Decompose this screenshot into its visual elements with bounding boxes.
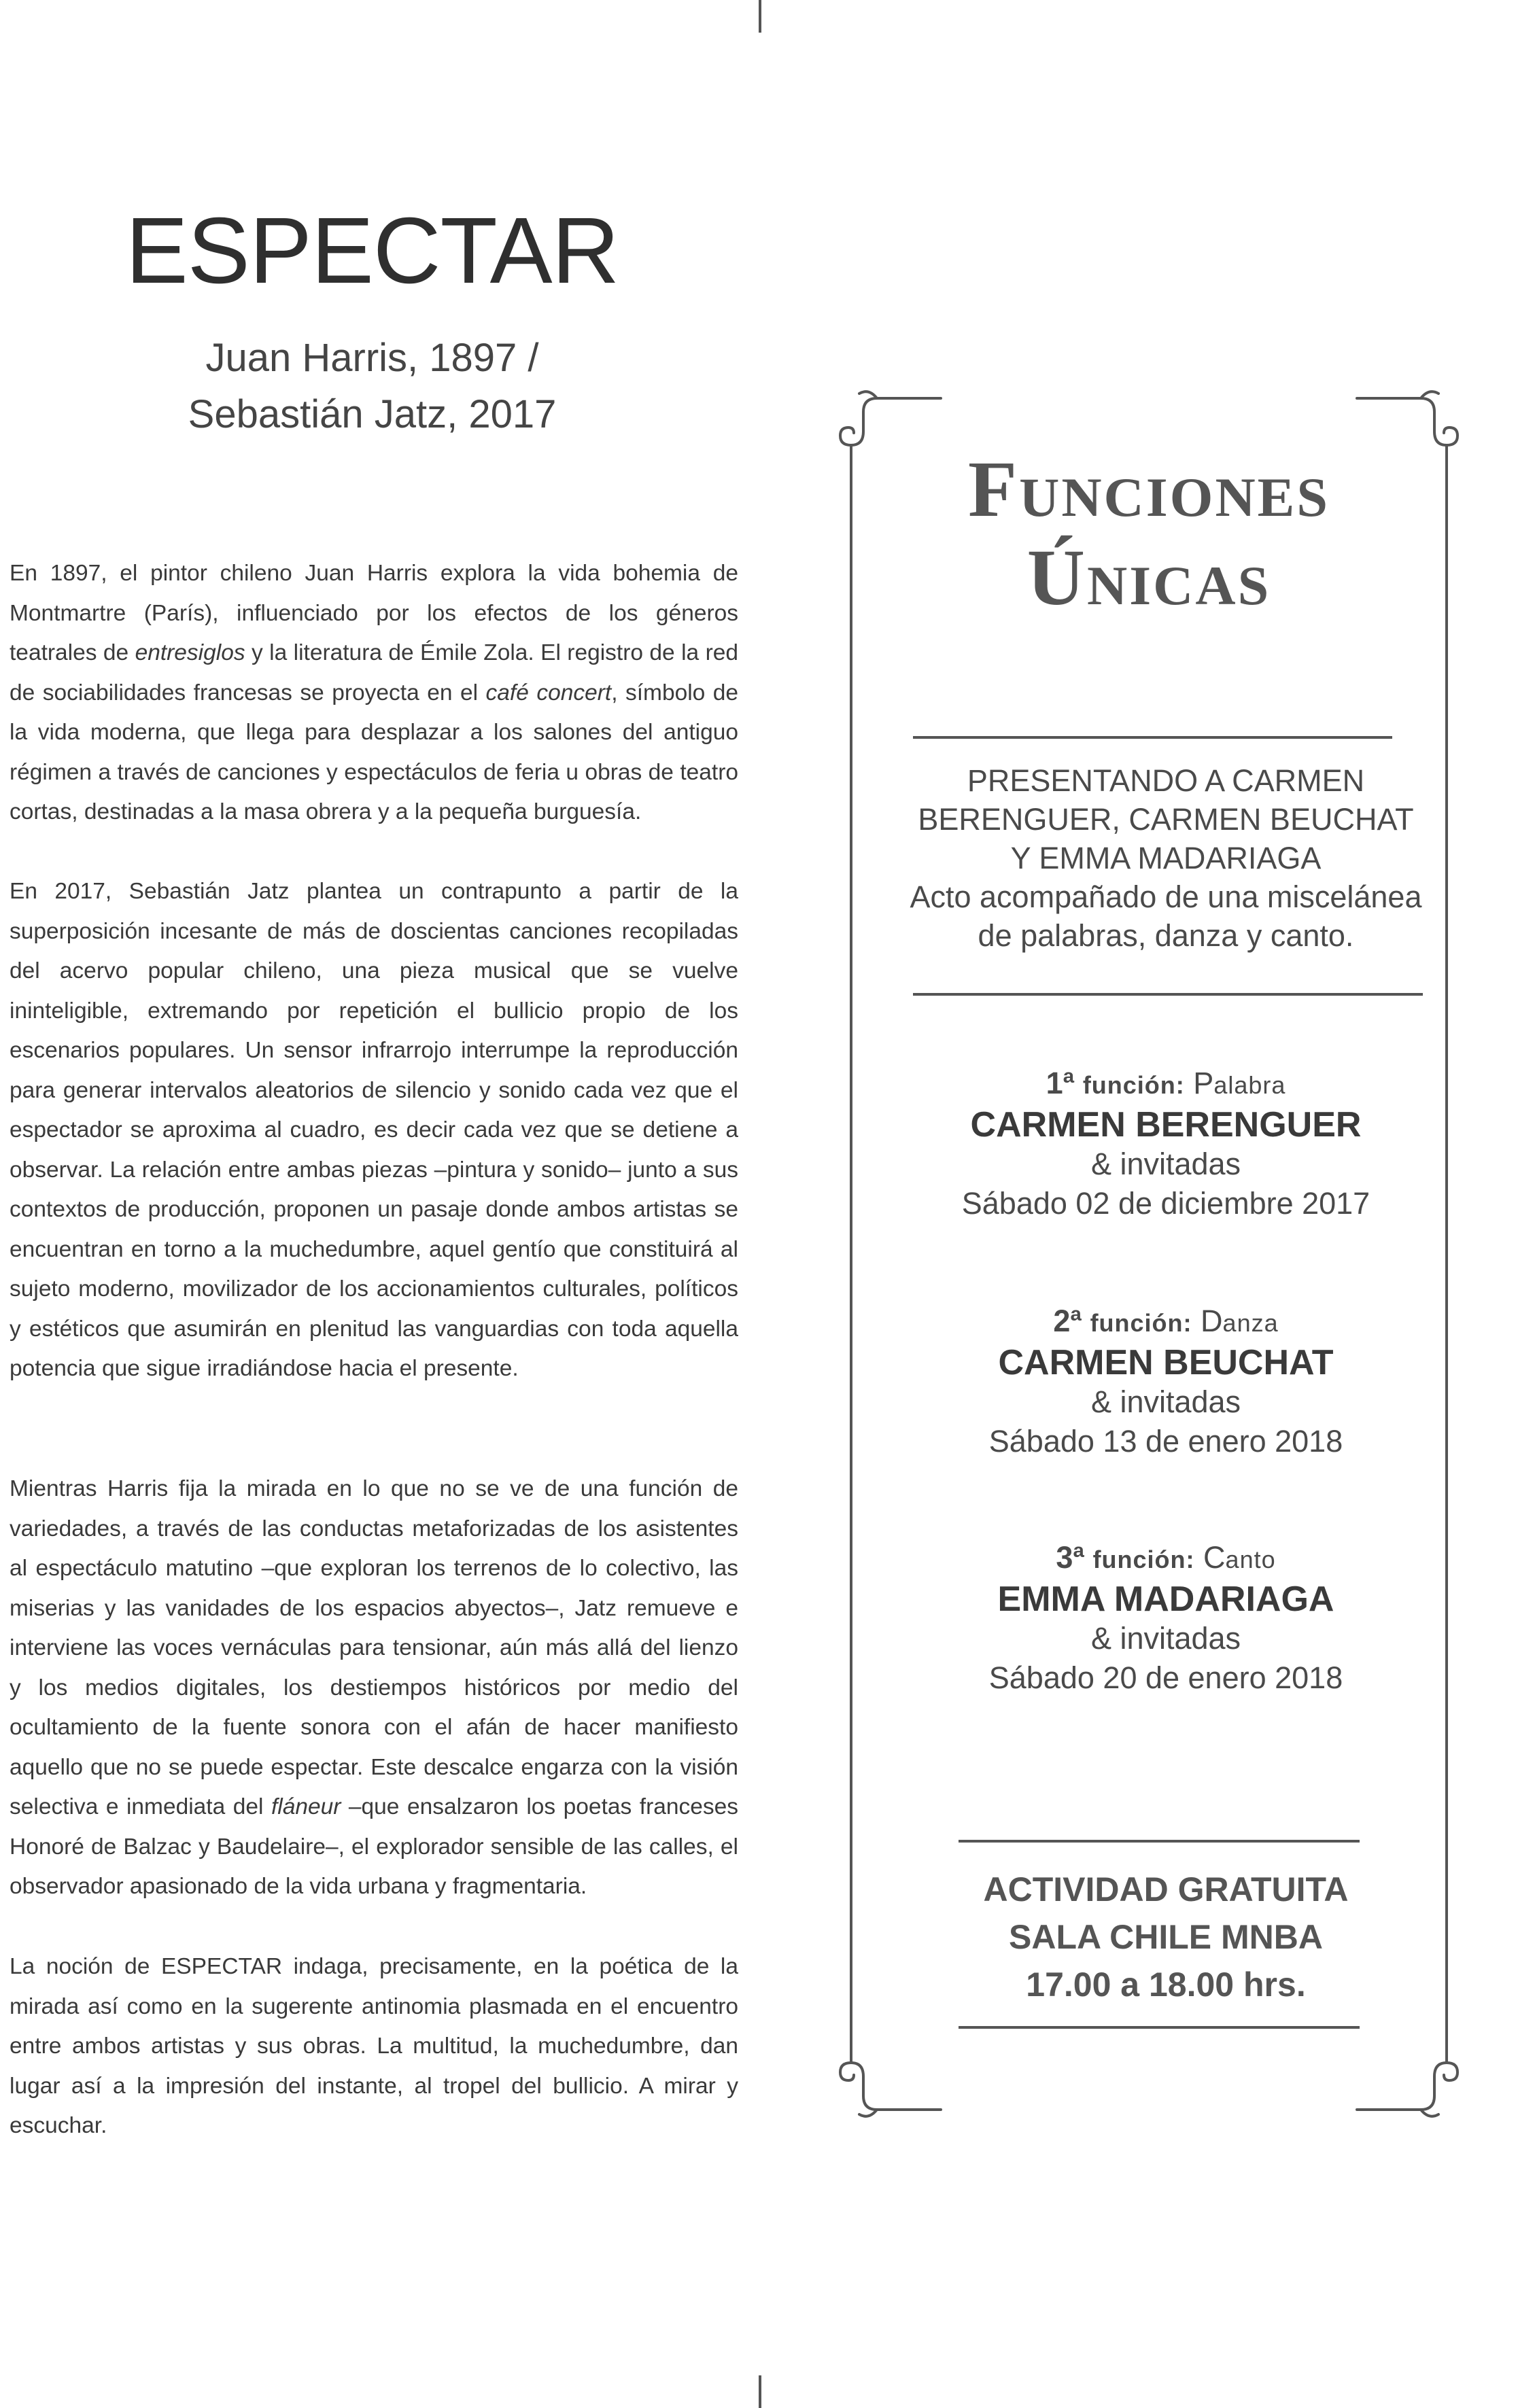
funcion-2-type-rest: anza: [1222, 1309, 1279, 1337]
funcion-3-heading: [857, 1538, 1475, 1580]
funcion-3-type-rest: anto: [1225, 1546, 1276, 1573]
frame-ornament-icon: [836, 384, 1462, 2124]
presenting-line-5: de palabras, danza y canto.: [978, 918, 1354, 953]
funcion-2-guests: & invitadas: [1090, 1384, 1241, 1419]
paragraph-2: En 2017, Sebastián Jatz plantea un contrapunto a partir de la superposición incesante de más de doscientas canciones recopiladas del acervo popular chileno, una pieza musical que se vuelve ininteligible, extremando por repetición el bullicio propio de los escenarios populares. Un sensor infrarrojo interrumpe la reproducción para generar intervalos aleatorios de silencio y sonido cada vez que el espectador se aproxima al cuadro, es decir cada vez que se detiene a observar. La relación entre ambas piezas –pintura y sonido– junto a sus contextos de producción, proponen un pasaje donde ambos artistas se encuentran en torno a la muchedumbre, aquel gentío que constituirá al sujeto moderno, movilizador de los accionamientos culturales, políticos y estéticos que asumirán en plenitud las vanguardias con toda aquella potencia que sigue irradiándose hacia el presente.: [10, 879, 738, 1381]
funcion-3-number: 3ª: [1056, 1540, 1085, 1575]
paragraph-1: [10, 554, 738, 833]
paragraph-1-text-a: En 1897, el pintor chileno Juan Harris explora la vida bohemia de Montmartre (París), influenciado por los efectos de los géneros teatrales de: [10, 561, 738, 665]
funcion-2-name: CARMEN BEUCHAT: [998, 1343, 1334, 1382]
actividad-line-1: ACTIVIDAD GRATUITA: [983, 1870, 1349, 1908]
funcion-3-date: Sábado 20 de enero 2018: [988, 1660, 1343, 1695]
subtitle-line-2: Sebastián Jatz, 2017: [188, 392, 557, 436]
funcion-3-type-initial: C: [1203, 1540, 1226, 1575]
funcion-2-label: función:: [1090, 1309, 1192, 1337]
presenting-line-2: BERENGUER, CARMEN BEUCHAT: [918, 802, 1414, 837]
funcion-2-date: Sábado 13 de enero 2018: [988, 1424, 1343, 1459]
page-title: ESPECTAR: [125, 198, 619, 303]
actividad-block: [857, 1866, 1475, 2008]
funciones-title-rest-1: UNCIONES: [1019, 466, 1330, 528]
paragraph-3-text-a: Mientras Harris fija la mirada en lo que no se ve de una función de variedades, a través de las conductas metaforizadas de los asistentes al espectáculo matutino –que exploran los terrenos de lo colectivo, las miserias y las vanidades de los espacios abyectos–, Jatz remueve e interviene las voces vernáculas para tensionar, aún más allá del lienzo y los medios digitales, los destiempos históricos por medio del ocultamiento de la fuente sonora con el afán de hacer manifiesto aquello que no se puede espectar. Este descalce engarza con la visión selectiva e inmediata del: [10, 1476, 738, 1819]
funcion-1-guests: & invitadas: [1090, 1147, 1241, 1181]
funcion-2-heading: [857, 1302, 1475, 1343]
paragraph-4: La noción de ESPECTAR indaga, precisamente, en la poética de la mirada así como en la sugerente antinomia plasmada en el encuentro entre ambos artistas y sus obras. La multitud, la muchedumbre, dan lugar así a la impresión del instante, al tropel del bullicio. A mirar y escuchar.: [10, 1954, 738, 2138]
presenting-line-4: Acto acompañado de una miscelánea: [910, 879, 1422, 914]
crop-mark-top: [759, 0, 761, 33]
presenting-line-3: Y EMMA MADARIAGA: [1010, 841, 1322, 875]
paragraph-3-italic-1: fláneur: [271, 1794, 341, 1819]
subtitle: [0, 330, 744, 442]
funciones-title-initial-2: Ú: [1027, 532, 1088, 622]
funciones-title-initial-1: F: [968, 444, 1020, 534]
funciones-title: [836, 445, 1462, 622]
divider-1: [913, 736, 1392, 739]
funcion-1-type-initial: P: [1193, 1066, 1214, 1100]
paragraph-1-italic-1: entresiglos: [135, 640, 245, 665]
crop-mark-bottom: [759, 2375, 761, 2408]
funciones-title-rest-2: NICAS: [1087, 554, 1271, 616]
funcion-2-type-initial: D: [1201, 1304, 1223, 1338]
funcion-3-guests: & invitadas: [1090, 1621, 1241, 1656]
divider-3: [959, 1840, 1360, 1843]
paragraph-3: [10, 1469, 738, 1907]
funcion-1-type-rest: alabra: [1213, 1071, 1286, 1099]
subtitle-line-1: Juan Harris, 1897 /: [205, 336, 539, 380]
paragraph-1-italic-2: café concert: [485, 680, 612, 705]
funcion-1-heading: [857, 1064, 1475, 1105]
funcion-1-date: Sábado 02 de diciembre 2017: [961, 1186, 1370, 1221]
funciones-title-line-2: [836, 534, 1462, 622]
paragraph-1-text-b: y la literatura de Émile Zola. El registro de la red de sociabilidades francesas se proyecta en el: [10, 640, 738, 705]
funciones-title-line-1: [836, 445, 1462, 534]
paragraph-3-text-b: –que ensalzaron los poetas franceses Honoré de Balzac y Baudelaire–, el explorador sensible de las calles, el observador apasionado de la vida urbana y fragmentaria.: [10, 1794, 739, 1899]
divider-4: [959, 2026, 1360, 2029]
actividad-line-2: SALA CHILE MNBA: [1008, 1918, 1323, 1956]
paragraph-1-text-c: , símbolo de la vida moderna, que llega para desplazar a los salones del antiguo régimen a través de canciones y espectáculos de feria u obras de teatro cortas, destinadas a la masa obrera y a la pequeña burguesía.: [10, 680, 739, 824]
ornamental-frame: [836, 384, 1462, 2124]
funcion-3-label: función:: [1092, 1546, 1195, 1573]
funcion-2-number: 2ª: [1053, 1304, 1082, 1338]
funcion-3: [857, 1538, 1475, 1698]
funcion-1-number: 1ª: [1046, 1066, 1075, 1100]
funcion-1-name: CARMEN BERENGUER: [970, 1105, 1362, 1145]
funcion-1-label: función:: [1082, 1071, 1185, 1099]
funcion-1: [857, 1064, 1475, 1223]
actividad-line-3: 17.00 a 18.00 hrs.: [1026, 1966, 1306, 2004]
divider-2: [913, 993, 1423, 996]
funcion-2: [857, 1302, 1475, 1461]
funcion-3-name: EMMA MADARIAGA: [997, 1580, 1334, 1619]
presenting-block: [857, 761, 1475, 955]
presenting-line-1: PRESENTANDO A CARMEN: [967, 763, 1365, 798]
